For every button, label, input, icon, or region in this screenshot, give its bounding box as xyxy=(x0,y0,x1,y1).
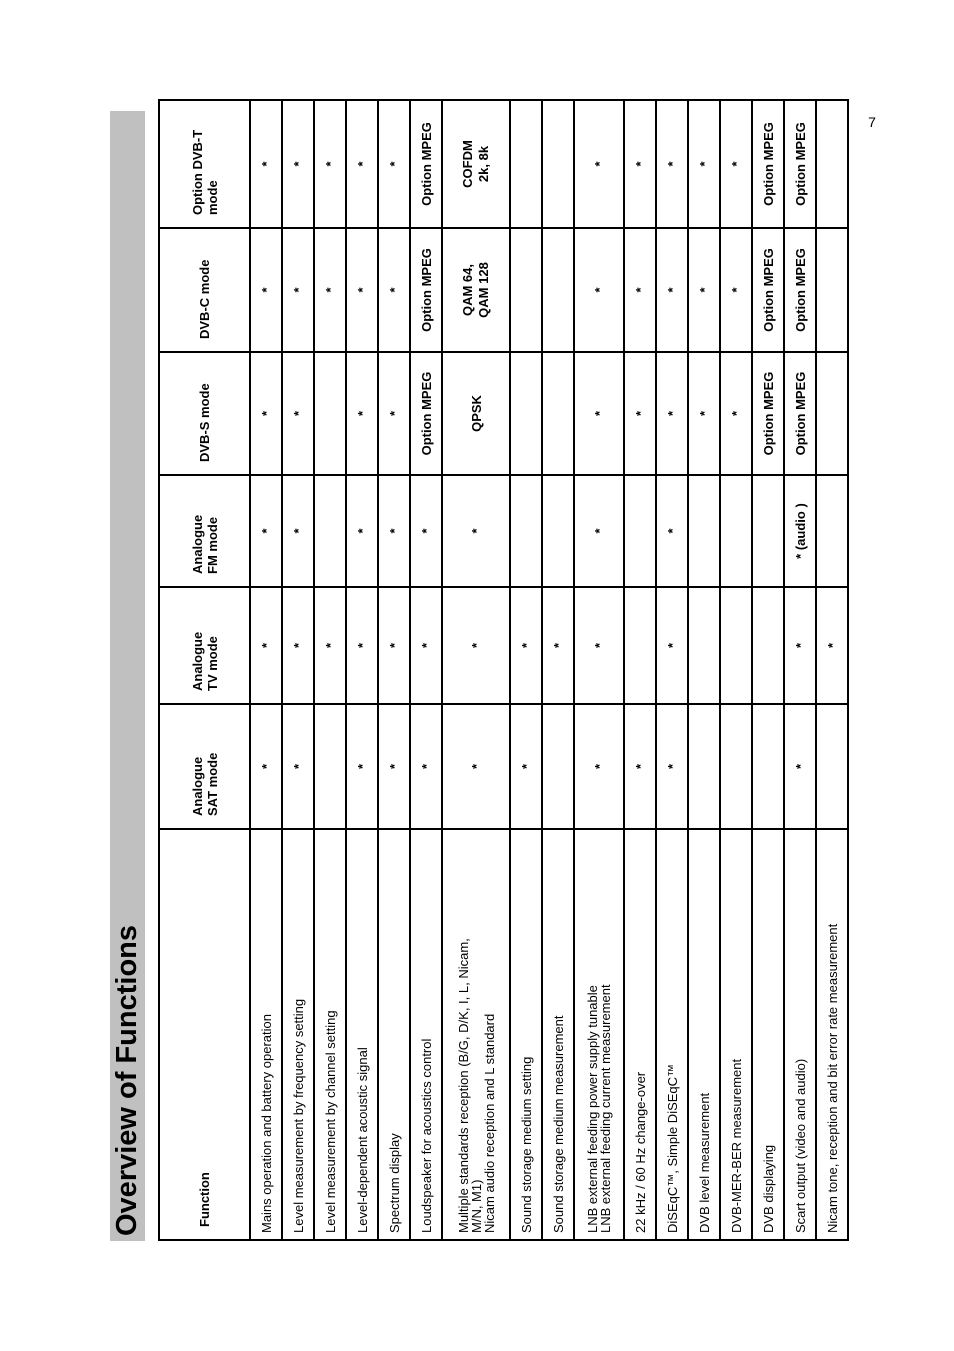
function-text: Multiple standards reception (B/G, D/K, I, L, Nicam, xyxy=(455,938,471,1233)
cell-dvb-s: * xyxy=(688,352,720,475)
function-text: Spectrum display xyxy=(386,1133,402,1233)
cell-dvb-c xyxy=(542,228,574,352)
cell-dvb-c: Option MPEG xyxy=(410,228,442,352)
function-text: M/N, M1) xyxy=(468,1179,484,1233)
cell-analogue-sat xyxy=(752,704,784,829)
cell-analogue-sat: * xyxy=(378,704,410,829)
cell-dvb-c: * xyxy=(656,228,688,352)
function-cell xyxy=(784,829,816,1240)
header-dvb-s: DVB-S mode xyxy=(159,352,250,475)
table-row xyxy=(510,100,542,1240)
cell-analogue-sat xyxy=(816,704,848,829)
cell-dvb-t: * xyxy=(574,100,624,228)
function-cell xyxy=(442,829,510,1240)
page-number: 7 xyxy=(868,114,876,130)
cell-analogue-tv: * xyxy=(314,587,346,704)
cell-analogue-fm xyxy=(314,475,346,587)
table-row xyxy=(752,100,784,1240)
cell-dvb-s xyxy=(542,352,574,475)
cell-dvb-t: * xyxy=(282,100,314,228)
cell-dvb-c: QAM 64, QAM 128 xyxy=(442,228,510,352)
cell-dvb-s: * xyxy=(574,352,624,475)
function-text: Nicam audio reception and L standard xyxy=(481,1013,497,1233)
cell-dvb-c: * xyxy=(688,228,720,352)
cell-dvb-t: COFDM 2k, 8k xyxy=(442,100,510,228)
cell-analogue-fm xyxy=(720,475,752,587)
header-analogue-sat xyxy=(159,704,250,829)
cell-analogue-tv: * xyxy=(784,587,816,704)
cell-analogue-tv: * xyxy=(378,587,410,704)
cell-dvb-s: QPSK xyxy=(442,352,510,475)
cell-analogue-sat: * xyxy=(656,704,688,829)
cell-dvb-t: * xyxy=(688,100,720,228)
cell-analogue-sat xyxy=(542,704,574,829)
cell-dvb-s: * xyxy=(346,352,378,475)
cell-analogue-fm: * xyxy=(346,475,378,587)
table-row xyxy=(574,100,624,1240)
table-row xyxy=(442,100,510,1240)
function-text: Sound storage medium measurement xyxy=(550,1015,566,1233)
function-cell xyxy=(250,829,282,1240)
function-cell xyxy=(574,829,624,1240)
function-text: LNB external feeding current measurement xyxy=(598,984,613,1233)
cell-analogue-sat: * xyxy=(250,704,282,829)
table-row xyxy=(346,100,378,1240)
table-row xyxy=(378,100,410,1240)
cell-dvb-s: * xyxy=(378,352,410,475)
cell-analogue-sat xyxy=(720,704,752,829)
cell-dvb-c xyxy=(816,228,848,352)
cell-dvb-s: Option MPEG xyxy=(752,352,784,475)
function-text: Level measurement by channel setting xyxy=(322,1010,338,1233)
cell-dvb-t: * xyxy=(378,100,410,228)
function-cell xyxy=(346,829,378,1240)
cell-analogue-tv: * xyxy=(282,587,314,704)
cell-analogue-fm: * xyxy=(378,475,410,587)
cell-dvb-t: Option MPEG xyxy=(410,100,442,228)
cell-analogue-fm: * xyxy=(656,475,688,587)
functions-table xyxy=(158,99,849,1241)
cell-analogue-tv xyxy=(624,587,656,704)
header-fm-line-2: FM mode xyxy=(204,516,220,574)
cell-dvb-t: * xyxy=(346,100,378,228)
cell-dvb-s: Option MPEG xyxy=(784,352,816,475)
function-text: DiSEqC™, Simple DiSEqC™ xyxy=(664,1063,680,1233)
header-analogue-tv xyxy=(159,587,250,704)
cell-dvb-c: * xyxy=(250,228,282,352)
cell-dvb-t: * xyxy=(314,100,346,228)
table-row xyxy=(410,100,442,1240)
header-tv-line-1: Analogue xyxy=(189,631,205,691)
cell-analogue-tv: * xyxy=(250,587,282,704)
cell-analogue-sat: * xyxy=(442,704,510,829)
cell-analogue-tv: * xyxy=(574,587,624,704)
function-text: Nicam tone, reception and bit error rate measurement xyxy=(824,923,840,1233)
cell-dvb-s: * xyxy=(282,352,314,475)
cell-analogue-sat: * xyxy=(282,704,314,829)
cell-analogue-sat: * xyxy=(784,704,816,829)
cell-dvb-s xyxy=(314,352,346,475)
cell-dvb-t: Option MPEG xyxy=(784,100,816,228)
cell-dvb-t xyxy=(816,100,848,228)
table-row xyxy=(282,100,314,1240)
function-text: Level-dependent acoustic signal xyxy=(354,1047,370,1233)
cell-analogue-tv: * xyxy=(346,587,378,704)
function-text: DVB-MER-BER measurement xyxy=(728,1058,744,1233)
header-dvbt-line-1: Option DVB-T xyxy=(189,129,205,215)
function-text: DVB level measurement xyxy=(696,1092,712,1233)
cell-analogue-tv: * xyxy=(442,587,510,704)
table-body xyxy=(250,100,848,1240)
table-row xyxy=(250,100,282,1240)
title-band xyxy=(110,111,145,1241)
function-text: DVB displaying xyxy=(760,1144,776,1233)
cell-dvb-t xyxy=(542,100,574,228)
function-cell xyxy=(510,829,542,1240)
cell-dvb-s: * xyxy=(656,352,688,475)
cell-analogue-fm xyxy=(624,475,656,587)
cell-analogue-fm: * xyxy=(442,475,510,587)
cell-analogue-sat: * xyxy=(410,704,442,829)
cell-dvb-s: Option MPEG xyxy=(410,352,442,475)
cell-dvb-c: * xyxy=(720,228,752,352)
function-text: Sound storage medium setting xyxy=(518,1056,534,1233)
cell-dvb-s xyxy=(816,352,848,475)
cell-analogue-fm: * xyxy=(250,475,282,587)
rotated-page-content xyxy=(90,106,850,1241)
function-text: Level measurement by frequency setting xyxy=(290,998,306,1233)
cell-dvb-t: * xyxy=(656,100,688,228)
function-cell xyxy=(410,829,442,1240)
cell-analogue-tv xyxy=(688,587,720,704)
cell-analogue-fm xyxy=(542,475,574,587)
table-row xyxy=(314,100,346,1240)
cell-dvb-c: * xyxy=(314,228,346,352)
cell-dvb-c: * xyxy=(624,228,656,352)
header-dvbt-line-2: mode xyxy=(204,180,220,215)
table-row xyxy=(656,100,688,1240)
cell-analogue-fm xyxy=(688,475,720,587)
cell-dvb-c xyxy=(510,228,542,352)
cell-dvb-c: * xyxy=(378,228,410,352)
cell-analogue-sat: * xyxy=(346,704,378,829)
cell-dvb-c: * xyxy=(574,228,624,352)
function-cell xyxy=(752,829,784,1240)
cell-analogue-sat xyxy=(688,704,720,829)
cell-analogue-sat: * xyxy=(574,704,624,829)
cell-analogue-tv: * xyxy=(510,587,542,704)
function-cell xyxy=(542,829,574,1240)
cell-analogue-tv xyxy=(752,587,784,704)
cell-dvb-s: * xyxy=(250,352,282,475)
function-cell xyxy=(624,829,656,1240)
cell-analogue-fm xyxy=(510,475,542,587)
cell-analogue-sat xyxy=(314,704,346,829)
function-text: LNB external feeding power supply tunable xyxy=(585,985,600,1233)
cell-analogue-fm xyxy=(752,475,784,587)
cell-analogue-sat: * xyxy=(624,704,656,829)
header-sat-line-2: SAT mode xyxy=(204,752,220,816)
cell-dvb-c: Option MPEG xyxy=(784,228,816,352)
table-row xyxy=(624,100,656,1240)
cell-analogue-tv: * xyxy=(542,587,574,704)
cell-dvb-t xyxy=(510,100,542,228)
function-text: 22 kHz / 60 Hz change-over xyxy=(632,1071,648,1233)
header-dvb-c: DVB-C mode xyxy=(159,228,250,352)
cell-analogue-tv xyxy=(720,587,752,704)
function-cell xyxy=(282,829,314,1240)
table-row xyxy=(720,100,752,1240)
header-row xyxy=(159,100,250,1240)
function-cell xyxy=(816,829,848,1240)
header-tv-line-2: TV mode xyxy=(204,636,220,691)
table-row xyxy=(542,100,574,1240)
table-row xyxy=(816,100,848,1240)
header-analogue-fm xyxy=(159,475,250,587)
cell-analogue-fm: * xyxy=(574,475,624,587)
function-cell xyxy=(656,829,688,1240)
function-cell xyxy=(688,829,720,1240)
cell-dvb-s: * xyxy=(624,352,656,475)
cell-dvb-s xyxy=(510,352,542,475)
cell-dvb-t: * xyxy=(624,100,656,228)
cell-analogue-sat: * xyxy=(510,704,542,829)
function-cell xyxy=(720,829,752,1240)
cell-analogue-tv: * xyxy=(410,587,442,704)
cell-analogue-tv: * xyxy=(816,587,848,704)
function-text: Mains operation and battery operation xyxy=(258,1014,274,1233)
cell-analogue-fm: * (audio ) xyxy=(784,475,816,587)
header-dvb-t xyxy=(159,100,250,228)
header-sat-line-1: Analogue xyxy=(189,756,205,816)
cell-dvb-c: * xyxy=(282,228,314,352)
cell-analogue-tv: * xyxy=(656,587,688,704)
cell-dvb-c: * xyxy=(346,228,378,352)
function-cell xyxy=(314,829,346,1240)
function-cell xyxy=(378,829,410,1240)
function-text: Scart output (video and audio) xyxy=(792,1058,808,1233)
cell-dvb-t: * xyxy=(720,100,752,228)
cell-dvb-t: Option MPEG xyxy=(752,100,784,228)
header-fm-line-1: Analogue xyxy=(189,514,205,574)
function-text: Loudspeaker for acoustics control xyxy=(418,1038,434,1233)
cell-analogue-fm: * xyxy=(410,475,442,587)
table-row xyxy=(688,100,720,1240)
cell-analogue-fm: * xyxy=(282,475,314,587)
cell-dvb-c: Option MPEG xyxy=(752,228,784,352)
header-function: Function xyxy=(159,829,250,1240)
page-title: Overview of Functions xyxy=(111,925,143,1236)
cell-dvb-t: * xyxy=(250,100,282,228)
table-row xyxy=(784,100,816,1240)
cell-dvb-s: * xyxy=(720,352,752,475)
cell-analogue-fm xyxy=(816,475,848,587)
